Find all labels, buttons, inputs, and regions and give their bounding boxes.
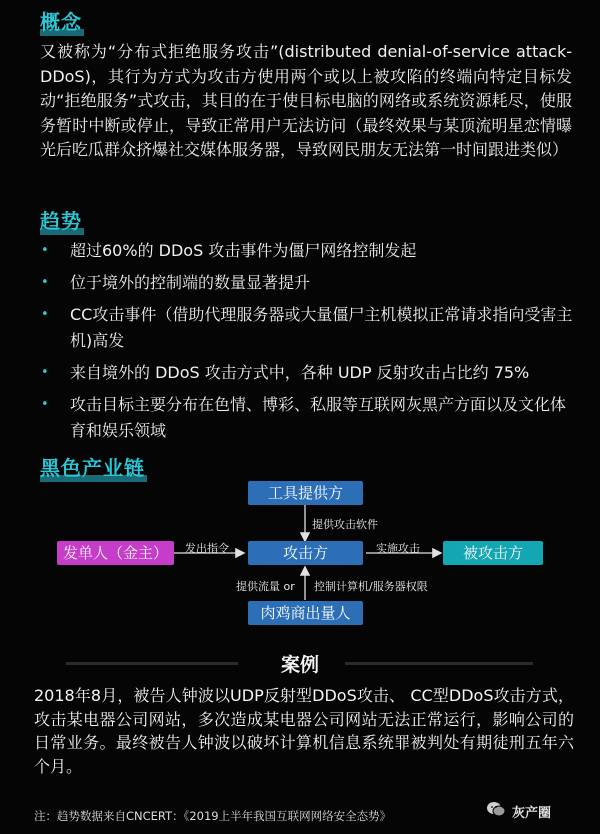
node-broiler: 肉鸡商出量人: [248, 601, 363, 625]
trend-item: • 超过60%的 DDoS 攻击事件为僵尸网络控制发起: [40, 238, 575, 264]
node-attacker: 攻击方: [248, 541, 363, 565]
trend-item: • 攻击目标主要分布在色情、博彩、私服等互联网灰黑产方面以及文化体育和娱乐领域: [40, 392, 575, 444]
node-tool-provider: 工具提供方: [248, 481, 363, 505]
case-title: 案例: [280, 654, 319, 676]
label-provide-traffic: 提供流量 or: [236, 580, 295, 593]
chain-heading: 黑色产业链: [40, 452, 145, 481]
case-text: 2018年8月，被告人钟波以UDP反射型DDoS攻击、 CC型DDoS攻击方式，攻击某电器公司网站，多次造成某电器公司网站无法正常运行，影响公司的日常业务。最终被告人钟波以破坏计算机信息系统罪被判处有期徒刑五年六个月。: [34, 686, 574, 776]
trend-item: • 位于境外的控制端的数量显著提升: [40, 270, 575, 296]
label-control-servers: 控制计算机/服务器权限: [314, 580, 428, 593]
label-provide-software: 提供攻击软件: [312, 518, 378, 531]
brand-name: 灰产圈: [512, 806, 552, 821]
trend-heading: 趋势: [40, 205, 82, 234]
concept-heading: 概念: [40, 6, 82, 35]
node-victim: 被攻击方: [443, 541, 543, 565]
trend-item: • CC攻击事件（借助代理服务器或大量僵尸主机模拟正常请求指向受害主机)高发: [40, 302, 575, 354]
node-issuer: 发单人（金主）: [57, 541, 174, 565]
footer-note: 注：趋势数据来自CNCERT：《2019上半年我国互联网网络安全态势》: [34, 809, 392, 823]
wechat-icon: [486, 801, 506, 817]
label-issue-command: 发出指令: [185, 542, 229, 555]
label-launch-attack: 实施攻击: [376, 542, 420, 555]
concept-text: 又被称为“分布式拒绝服务攻击”(distributed denial-of-service attack-DDoS)，其行为方式为攻击方使用两个或以上被攻陷的终端向特定目标发动“拒绝服务”式攻击，其目的在于使目标电脑的网络或系统资源耗尽，使服务暂时中断或停止，导致正常用户无法访问（最终效果与某顶流明星恋情曝光后吃瓜群众挤爆社交媒体服务器，导致网民朋友无法第一时间跟进类似）: [40, 42, 572, 159]
trend-item: • 来自境外的 DDoS 攻击方式中，各种 UDP 反射攻击占比约 75%: [40, 360, 575, 386]
